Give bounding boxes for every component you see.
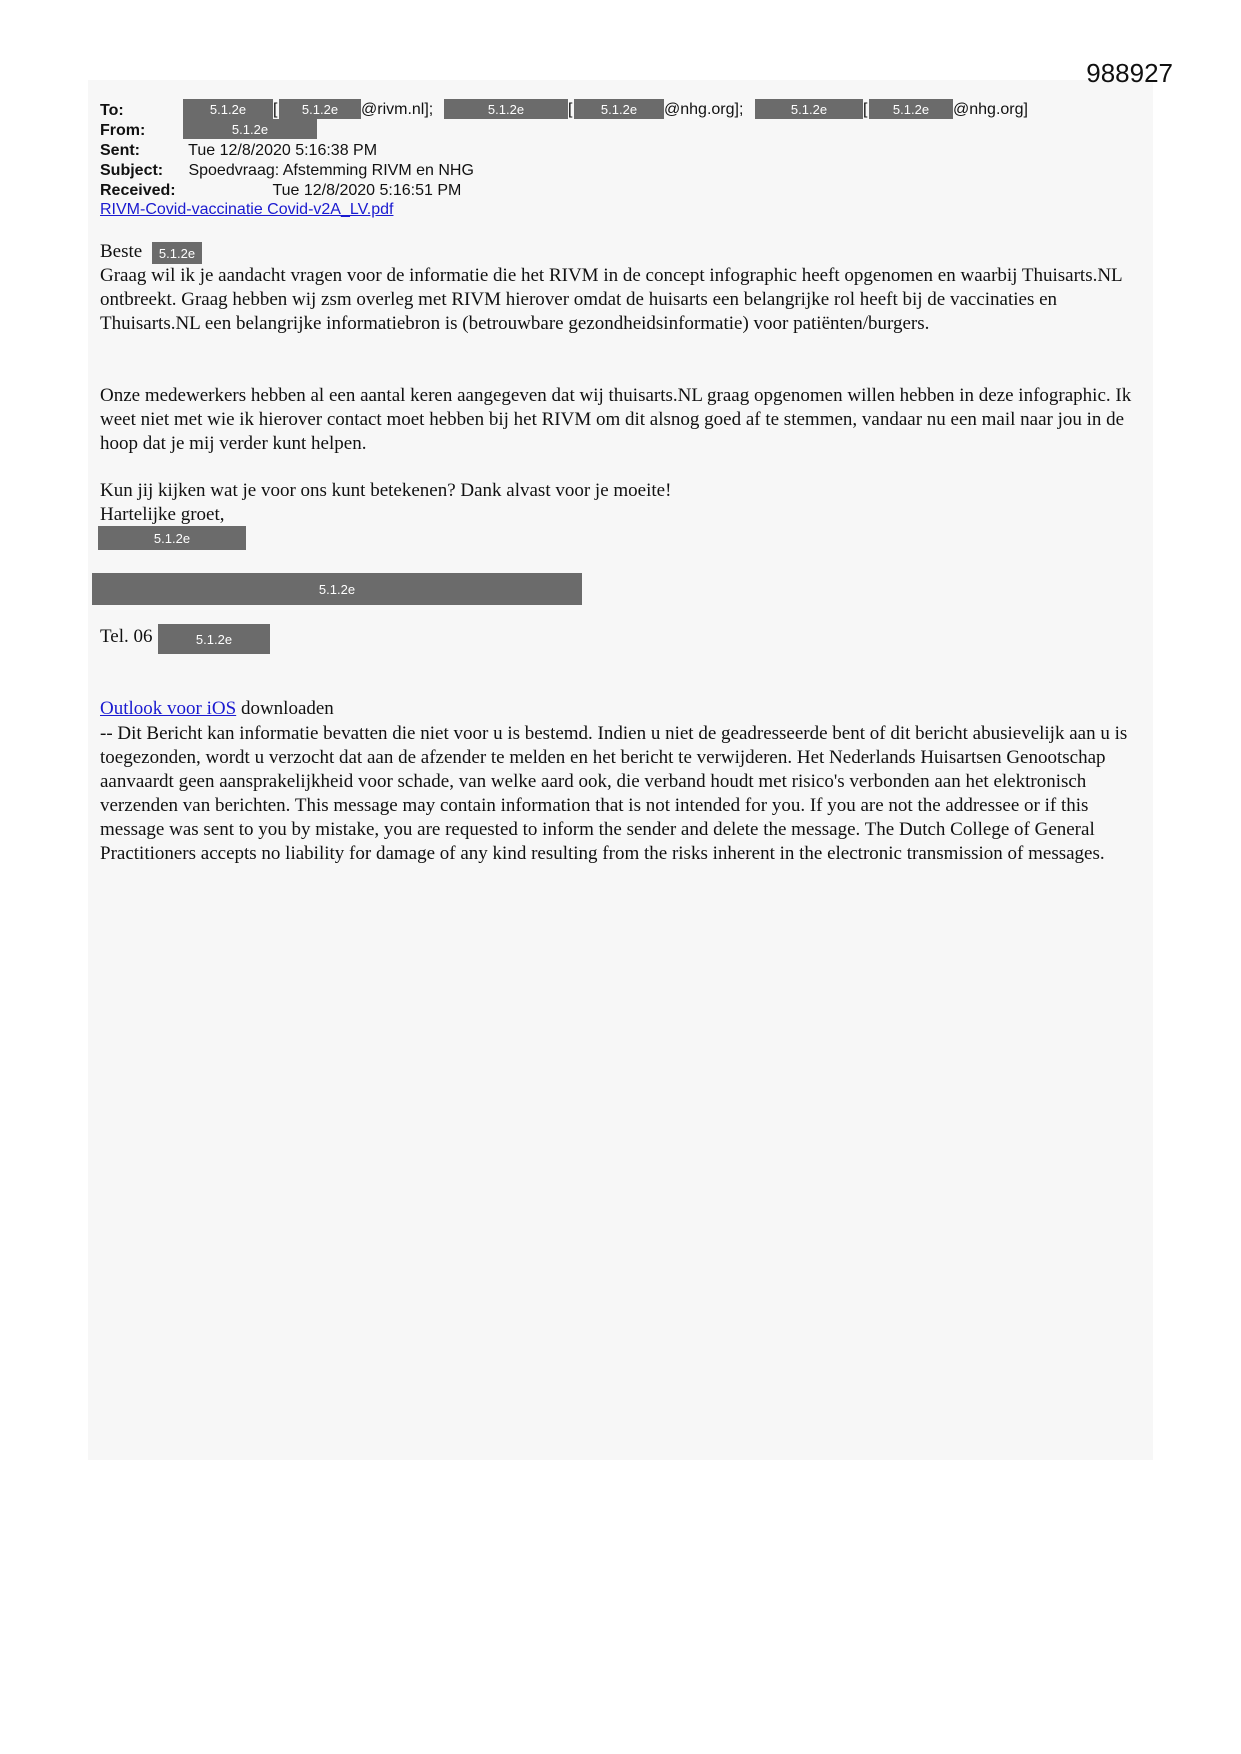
redaction-to-name-2: 5.1.2e: [444, 99, 568, 119]
to-bracket-1: [: [273, 101, 278, 118]
to-bracket-3: [: [863, 101, 868, 118]
redaction-greeting-name: 5.1.2e: [152, 242, 202, 264]
outlook-ios-link[interactable]: Outlook voor iOS: [100, 698, 237, 719]
redaction-from: 5.1.2e: [183, 119, 317, 139]
redaction-to-name-1: 5.1.2e: [183, 99, 273, 119]
body-paragraph-2: Onze medewerkers hebben al een aantal keren aangegeven dat wij thuisarts.NL graag opgenomen willen hebben in deze infographic. Ik weet niet met wie ik hierover contact moet hebben bij het RIVM om dit alsnog goed af te stemmen, vandaar nu een mail naar jou in de hoop dat je mij verder kunt helpen.: [100, 385, 1132, 454]
body-question: Kun jij kijken wat je voor ons kunt betekenen? Dank alvast voor je moeite!: [100, 480, 672, 501]
to-rivm-domain: @rivm.nl];: [361, 101, 434, 118]
attachment-link[interactable]: [100, 201, 393, 219]
attachment-filename[interactable]: RIVM-Covid-vaccinatie Covid-v2A_LV.pdf: [100, 201, 394, 218]
redaction-to-address-2: 5.1.2e: [574, 99, 664, 119]
document-id: 988927: [1086, 58, 1173, 88]
to-label: To:: [100, 102, 124, 119]
received-value: Tue 12/8/2020 5:16:51 PM: [272, 182, 462, 199]
closing: Hartelijke groet,: [100, 504, 225, 525]
redaction-to-address-3: 5.1.2e: [869, 99, 953, 119]
outlook-line: [100, 698, 334, 720]
redaction-signature-title: 5.1.2e: [92, 573, 582, 605]
greeting: Beste: [100, 241, 143, 262]
sent-row: [100, 141, 377, 160]
redaction-telephone: 5.1.2e: [158, 624, 270, 654]
sent-value: Tue 12/8/2020 5:16:38 PM: [188, 142, 378, 159]
to-bracket-2: [: [568, 101, 573, 118]
email-disclaimer: -- Dit Bericht kan informatie bevatten die niet voor u is bestemd. Indien u niet de geadresseerde bent of dit bericht abusievelijk aan u is toegezonden, wordt u verzocht dat aan de afzender te melden en het bericht te verwijderen. Het Nederlands Huisartsen Genootschap aanvaardt geen aansprakelijkheid voor schade, van welke aard ook, die verband houdt met risico's verbonden aan het elektronisch verzenden van berichten. This message may contain information that is not intended for you. If you are not the addressee or if this message was sent to you by mistake, you are requested to inform the sender and delete the message. The Dutch College of General Practitioners accepts no liability for damage of any kind resulting from the risks inherent in the electronic transmission of messages.: [100, 723, 1128, 864]
redaction-to-address-1: 5.1.2e: [279, 99, 361, 119]
redaction-signature-name: 5.1.2e: [98, 526, 246, 550]
received-row: [100, 181, 461, 200]
received-label: Received:: [100, 182, 176, 199]
subject-label: Subject:: [100, 162, 164, 179]
subject-value: Spoedvraag: Afstemming RIVM en NHG: [188, 162, 474, 179]
subject-row: [100, 161, 474, 180]
from-row: [100, 121, 184, 140]
outlook-download-text: downloaden: [236, 698, 334, 719]
sent-label: Sent:: [100, 142, 140, 159]
from-label: From:: [100, 122, 146, 139]
to-nhg-domain-2: @nhg.org]: [953, 101, 1028, 118]
telephone-prefix: Tel. 06: [100, 626, 153, 647]
to-row: [100, 101, 184, 120]
to-nhg-domain-1: @nhg.org];: [664, 101, 744, 118]
redaction-to-name-3: 5.1.2e: [755, 99, 863, 119]
body-paragraph-1: Graag wil ik je aandacht vragen voor de informatie die het RIVM in de concept infographic heeft opgenomen en waarbij Thuisarts.NL ontbreekt. Graag hebben wij zsm overleg met RIVM hierover omdat de huisarts een belangrijke rol heeft bij de vaccinaties en Thuisarts.NL een belangrijke informatiebron is (betrouwbare gezondheidsinformatie) voor patiënten/burgers.: [100, 265, 1122, 334]
